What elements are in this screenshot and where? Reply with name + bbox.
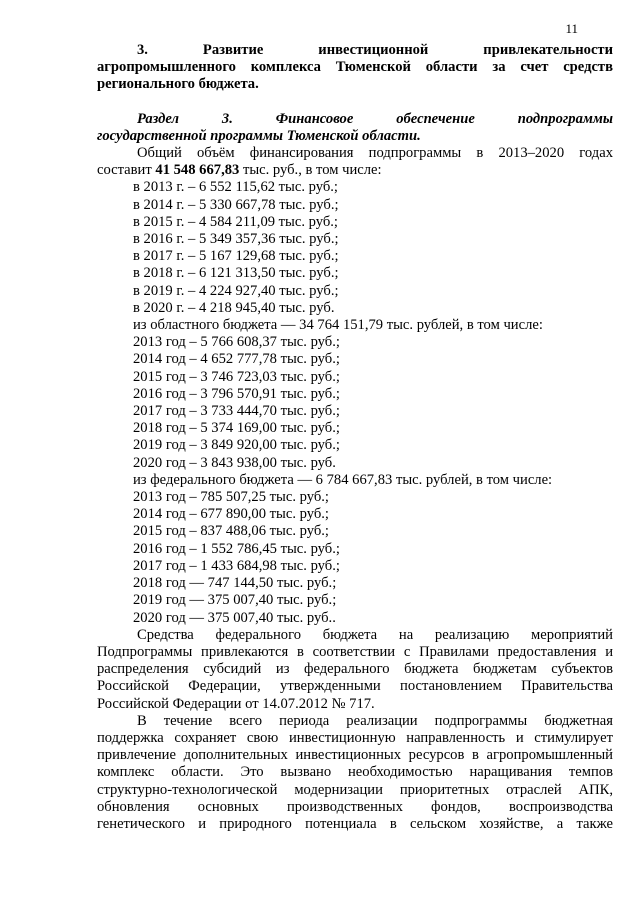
- investment-paragraph: [97, 713, 613, 833]
- federal-years-list: [97, 489, 613, 627]
- subsection-heading-line-2: государственной программы Тюменской области.: [97, 127, 421, 144]
- paragraph-line: распределения субсидий из федерального бюджета бюджетам субъектов: [97, 661, 613, 678]
- list-item: 2016 год – 3 796 570,91 тыс. руб.;: [133, 385, 340, 402]
- list-item: в 2017 г. – 5 167 129,68 тыс. руб.;: [133, 248, 339, 265]
- paragraph-line: Российской Федерации, утвержденными постановлением Правительства: [97, 678, 613, 695]
- paragraph-line: структурно-технологической модернизации приоритетных отраслей АПК,: [97, 781, 613, 798]
- list-item: 2019 год – 3 849 920,00 тыс. руб.;: [133, 437, 340, 454]
- list-item: в 2018 г. – 6 121 313,50 тыс. руб.;: [133, 265, 339, 282]
- total-funding-line-1: Общий объём финансирования подпрограммы в 2013–2020 годах: [137, 145, 613, 162]
- list-item: 2016 год – 1 552 786,45 тыс. руб.;: [133, 540, 340, 557]
- list-item: 2017 год – 1 433 684,98 тыс. руб.;: [133, 557, 340, 574]
- total-prefix: составит: [97, 162, 156, 179]
- total-years-list: [97, 179, 613, 317]
- section-heading-line-3: регионального бюджета.: [97, 76, 259, 93]
- list-item: 2020 год – 3 843 938,00 тыс. руб.: [133, 454, 336, 471]
- list-item: 2013 год – 5 766 608,37 тыс. руб.;: [133, 334, 340, 351]
- total-suffix: тыс. руб., в том числе:: [239, 162, 382, 179]
- federal-budget-intro: из федерального бюджета — 6 784 667,83 тыс. рублей, в том числе:: [133, 471, 553, 488]
- subsection-heading-line-1: Раздел 3. Финансовое обеспечение подпрограммы: [137, 110, 613, 127]
- federal-funds-paragraph: [97, 627, 613, 713]
- paragraph-line: поддержка сохраняет свою инвестиционную направленность и стимулирует: [97, 729, 613, 746]
- regional-budget-intro: из областного бюджета — 34 764 151,79 тыс. рублей, в том числе:: [133, 317, 543, 334]
- list-item: 2015 год – 837 488,06 тыс. руб.;: [133, 523, 329, 540]
- paragraph-line: В течение всего периода реализации подпрограммы бюджетная: [137, 712, 613, 729]
- list-item: в 2014 г. – 5 330 667,78 тыс. руб.;: [133, 196, 339, 213]
- list-item: 2019 год — 375 007,40 тыс. руб.;: [133, 592, 337, 609]
- list-item: 2014 год – 4 652 777,78 тыс. руб.;: [133, 351, 340, 368]
- paragraph-line: генетического и природного потенциала в сельском хозяйстве, а также: [97, 815, 613, 832]
- list-item: 2013 год – 785 507,25 тыс. руб.;: [133, 489, 329, 506]
- paragraph-line: Средства федерального бюджета на реализацию мероприятий: [137, 626, 613, 643]
- list-item: в 2013 г. – 6 552 115,62 тыс. руб.;: [133, 179, 338, 196]
- paragraph-line: Подпрограммы привлекаются в соответствии с Правилами предоставления и: [97, 643, 613, 660]
- total-amount: 41 548 667,83: [155, 162, 240, 179]
- list-item: 2015 год – 3 746 723,03 тыс. руб.;: [133, 368, 340, 385]
- total-funding-line-2: [97, 162, 613, 179]
- list-item: 2014 год – 677 890,00 тыс. руб.;: [133, 506, 329, 523]
- list-item: 2020 год — 375 007,40 тыс. руб..: [133, 609, 336, 626]
- list-item: в 2020 г. – 4 218 945,40 тыс. руб.: [133, 299, 335, 316]
- paragraph-line: обновления основных производственных фондов, воспроизводства: [97, 798, 613, 815]
- document-body: [97, 42, 613, 833]
- section-heading-line-2: агропромышленного комплекса Тюменской области за счет средств: [97, 59, 613, 76]
- page-number: 11: [565, 21, 578, 36]
- paragraph-line: комплекс области. Это вызвано необходимостью наращивания темпов: [97, 764, 613, 781]
- list-item: в 2016 г. – 5 349 357,36 тыс. руб.;: [133, 231, 339, 248]
- list-item: 2018 год — 747 144,50 тыс. руб.;: [133, 575, 337, 592]
- regional-years-list: [97, 334, 613, 472]
- section-heading-line-1: 3. Развитие инвестиционной привлекательности: [137, 42, 613, 58]
- paragraph-line: Российской Федерации от 14.07.2012 № 717.: [97, 695, 375, 712]
- list-item: в 2015 г. – 4 584 211,09 тыс. руб.;: [133, 213, 338, 230]
- list-item: в 2019 г. – 4 224 927,40 тыс. руб.;: [133, 282, 339, 299]
- paragraph-line: привлечение дополнительных инвестиционных ресурсов в агропромышленный: [97, 747, 613, 764]
- list-item: 2018 год – 5 374 169,00 тыс. руб.;: [133, 420, 340, 437]
- list-item: 2017 год – 3 733 444,70 тыс. руб.;: [133, 403, 340, 420]
